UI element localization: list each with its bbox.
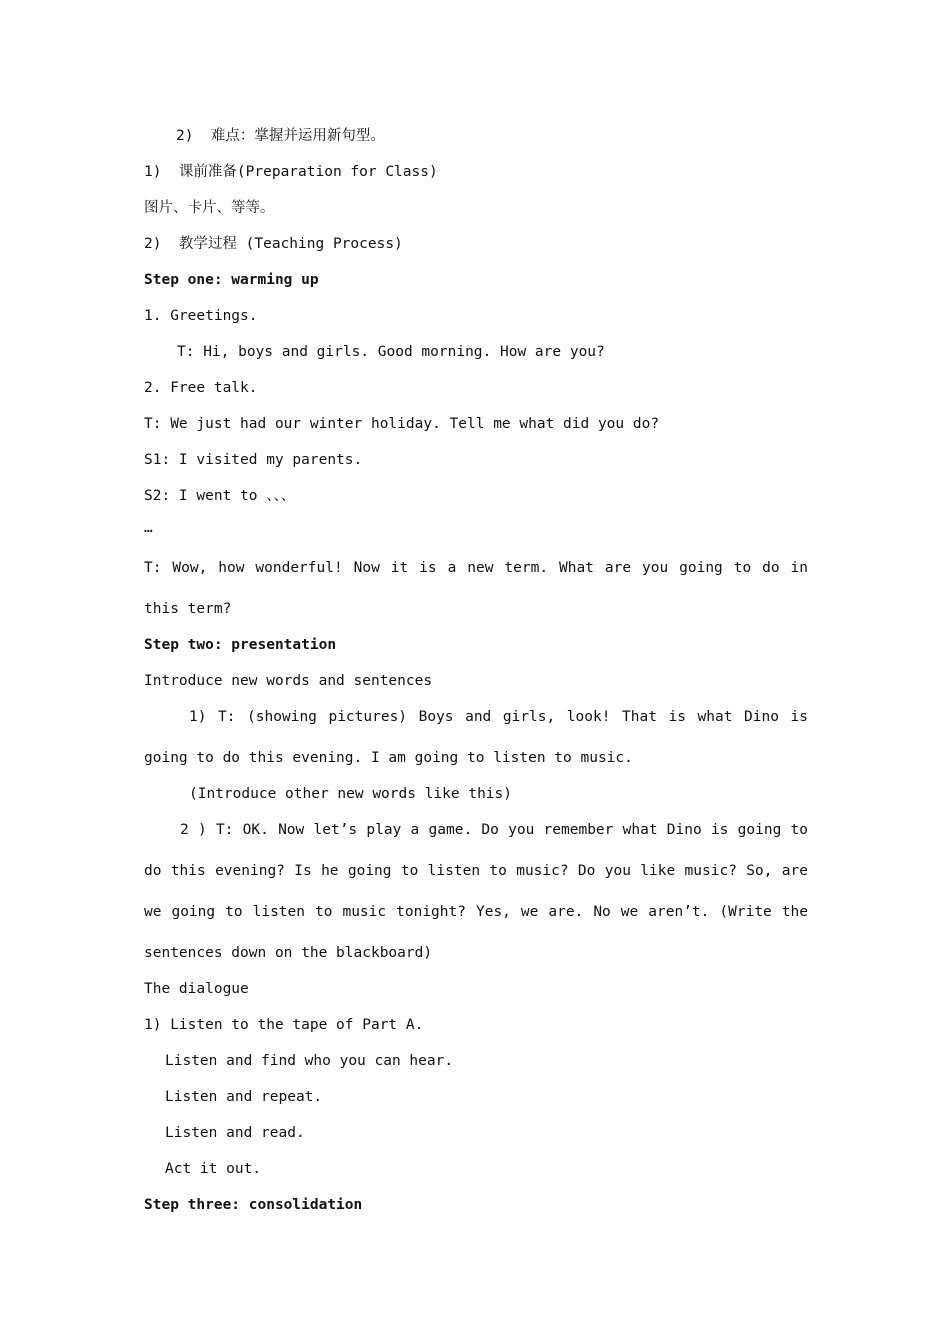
free-talk-item: 2. Free talk. xyxy=(144,380,258,396)
free-talk-s2: S2: I went to 、、、 xyxy=(144,488,296,504)
greetings-item: 1. Greetings. xyxy=(144,308,258,324)
difficulty-point: 2) 难点：掌握并运用新句型。 xyxy=(176,128,385,144)
act-out-item: Act it out. xyxy=(165,1161,262,1177)
presentation-step-1: 1) T: (showing pictures) Boys and girls, look! That is what Dino is going to do this evening. I am going to listen to music. xyxy=(144,709,808,766)
introduce-words-line: Introduce new words and sentences xyxy=(144,673,433,689)
preparation-items: 图片、卡片、等等。 xyxy=(144,200,275,216)
listen-read-item: Listen and read. xyxy=(165,1125,305,1141)
listen-tape-item: 1) Listen to the tape of Part A. xyxy=(144,1017,424,1033)
listen-repeat-item: Listen and repeat. xyxy=(165,1089,323,1105)
free-talk-s1: S1: I visited my parents. xyxy=(144,452,363,468)
presentation-step-2: 2 ) T: OK. Now let’s play a game. Do you remember what Dino is going to do this evening? Is he going to listen to music? Do you like music? So, are we going to listen to music tonight? Yes, we are. No we aren’t. (Write the sentences down on the blackboard) xyxy=(144,822,808,961)
free-talk-teacher: T: We just had our winter holiday. Tell me what did you do? xyxy=(144,416,660,432)
ellipsis-line: … xyxy=(144,520,153,536)
new-term-question: T: Wow, how wonderful! Now it is a new term. What are you going to do in this term? xyxy=(144,560,808,617)
preparation-heading: 1) 课前准备(Preparation for Class) xyxy=(144,164,438,180)
step-two-heading: Step two: presentation xyxy=(144,637,337,653)
listen-find-item: Listen and find who you can hear. xyxy=(165,1053,454,1069)
dialogue-heading: The dialogue xyxy=(144,981,249,997)
step-three-heading: Step three: consolidation xyxy=(144,1197,363,1213)
step-one-heading: Step one: warming up xyxy=(144,272,319,288)
teaching-process-heading: 2) 教学过程 (Teaching Process) xyxy=(144,236,403,252)
greetings-dialogue: T: Hi, boys and girls. Good morning. How are you? xyxy=(177,344,605,360)
introduce-other-words-note: (Introduce other new words like this) xyxy=(189,786,513,802)
